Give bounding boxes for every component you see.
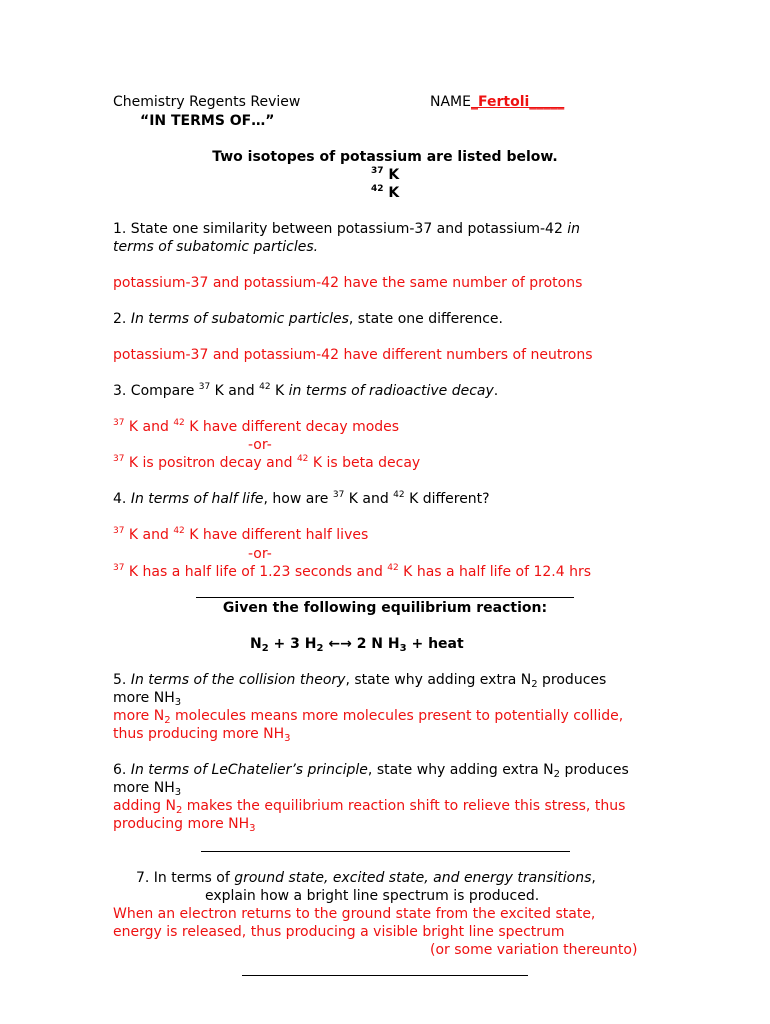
q6-answer-line2 bbox=[113, 815, 256, 833]
q2-italic: In terms of subatomic particles bbox=[130, 311, 349, 327]
q3-or: -or- bbox=[248, 437, 272, 453]
q6-answer-text: makes the equilibrium reaction shift to relieve this stress, thus bbox=[182, 798, 626, 814]
double-arrow-icon: ←→ bbox=[323, 636, 357, 652]
mass-number: 37 bbox=[371, 166, 384, 176]
q6-text: produces bbox=[560, 762, 629, 778]
eq-text: + heat bbox=[406, 636, 464, 652]
q6-answer-text: adding N bbox=[113, 798, 176, 814]
isotopes-heading: Two isotopes of potassium are listed below. bbox=[212, 149, 558, 165]
eq-text: + 3 H bbox=[268, 636, 317, 652]
q5-text: produces bbox=[537, 672, 607, 688]
mass-number: 37 bbox=[198, 382, 211, 392]
q3-prompt bbox=[113, 382, 498, 400]
q2-rest: , state one difference. bbox=[348, 311, 503, 327]
isotope-k42 bbox=[371, 184, 399, 202]
name-value: _Fertoli_____ bbox=[470, 94, 565, 110]
q6-prompt-line2 bbox=[113, 779, 181, 797]
q3-answer-2 bbox=[113, 454, 420, 472]
subscript: 3 bbox=[284, 733, 291, 744]
q4-answer-text: K have different half lives bbox=[184, 527, 369, 543]
q3-answer-text: K and bbox=[124, 419, 174, 435]
q5-num: 5. bbox=[113, 672, 131, 688]
q2-answer: potassium-37 and potassium-42 have different numbers of neutrons bbox=[113, 347, 593, 363]
subscript: 2 bbox=[553, 769, 561, 780]
isotope-k37 bbox=[371, 166, 399, 184]
q7-answer-line2: energy is released, thus producing a visible bright line spectrum bbox=[113, 924, 565, 940]
subtitle: “IN TERMS OF…” bbox=[140, 113, 275, 129]
mass-number: 37 bbox=[113, 418, 125, 428]
equilibrium-heading: Given the following equilibrium reaction: bbox=[222, 600, 548, 616]
element-symbol: K bbox=[388, 167, 400, 183]
eq-text: 2 N H bbox=[356, 636, 400, 652]
mass-number: 42 bbox=[371, 184, 384, 194]
q7-answer-line3: (or some variation thereunto) bbox=[430, 942, 638, 958]
q5-italic: In terms of the collision theory bbox=[130, 672, 346, 688]
q5-answer-text: thus producing more NH bbox=[113, 726, 285, 742]
q1-prompt-line2: terms of subatomic particles. bbox=[113, 239, 319, 255]
mass-number: 37 bbox=[113, 563, 125, 573]
equilibrium-equation bbox=[250, 635, 464, 653]
q6-num: 6. bbox=[113, 762, 131, 778]
q3-answer-text: K have different decay modes bbox=[184, 419, 400, 435]
q3-italic: in terms of radioactive decay bbox=[288, 383, 494, 399]
eq-text: N bbox=[250, 636, 262, 652]
q1-answer: potassium-37 and potassium-42 have the same number of protons bbox=[113, 275, 583, 291]
q3-text: 3. Compare bbox=[113, 383, 199, 399]
q6-text: , state why adding extra N bbox=[367, 762, 554, 778]
course-title: Chemistry Regents Review bbox=[113, 94, 301, 110]
mass-number: 37 bbox=[113, 454, 125, 464]
q4-answer-text: K and bbox=[124, 527, 174, 543]
q3-answer-1 bbox=[113, 418, 399, 436]
q4-text: K and bbox=[344, 491, 394, 507]
subscript: 3 bbox=[174, 697, 182, 708]
q1-italic: in bbox=[567, 221, 581, 237]
q4-answer-2 bbox=[113, 563, 591, 581]
mass-number: 42 bbox=[173, 418, 185, 428]
q2-num: 2. bbox=[113, 311, 131, 327]
q7-italic: ground state, excited state, and energy transitions bbox=[234, 870, 592, 886]
mass-number: 42 bbox=[393, 490, 405, 500]
q4-prompt bbox=[113, 490, 490, 508]
q6-text: more NH bbox=[113, 780, 175, 796]
q5-answer-line1 bbox=[113, 707, 623, 725]
mass-number: 42 bbox=[259, 382, 271, 392]
q3-text: K bbox=[270, 383, 289, 399]
q7-prompt-line2: explain how a bright line spectrum is produced. bbox=[205, 888, 540, 904]
q3-answer-text: K is beta decay bbox=[308, 455, 421, 471]
q4-italic: In terms of half life bbox=[130, 491, 264, 507]
q5-text: , state why adding extra N bbox=[345, 672, 532, 688]
q5-prompt-line2 bbox=[113, 689, 181, 707]
mass-number: 42 bbox=[387, 563, 399, 573]
q3-text: K and bbox=[210, 383, 260, 399]
q6-answer-text: producing more NH bbox=[113, 816, 250, 832]
q7-text: , bbox=[591, 870, 596, 886]
q7-answer-line1: When an electron returns to the ground state from the excited state, bbox=[113, 906, 596, 922]
subscript: 2 bbox=[164, 715, 171, 726]
q7-prompt-line1 bbox=[136, 869, 596, 887]
q6-answer-line1 bbox=[113, 797, 625, 815]
q4-text: , how are bbox=[263, 491, 333, 507]
mass-number: 37 bbox=[113, 526, 125, 536]
q4-or: -or- bbox=[248, 546, 272, 562]
divider bbox=[242, 975, 528, 976]
mass-number: 42 bbox=[296, 454, 309, 464]
subscript: 2 bbox=[531, 679, 538, 690]
q1-text: 1. State one similarity between potassium-37 and potassium-42 bbox=[113, 221, 568, 237]
q5-answer-line2 bbox=[113, 725, 291, 743]
subscript: 2 bbox=[175, 805, 183, 816]
q3-answer-text: K is positron decay and bbox=[124, 455, 297, 471]
q5-answer-text: molecules means more molecules present to potentially collide, bbox=[170, 708, 624, 724]
q7-text: 7. In terms of bbox=[136, 870, 235, 886]
q4-text: K different? bbox=[404, 491, 490, 507]
name-field bbox=[430, 93, 564, 111]
q5-prompt-line1 bbox=[113, 671, 606, 689]
subscript: 3 bbox=[174, 787, 182, 798]
q6-prompt-line1 bbox=[113, 761, 629, 779]
q5-text: more NH bbox=[113, 690, 175, 706]
divider bbox=[201, 851, 570, 852]
subscript: 2 bbox=[316, 643, 324, 654]
q4-answer-text: K has a half life of 12.4 hrs bbox=[398, 564, 592, 580]
divider bbox=[196, 597, 574, 598]
q2-prompt bbox=[113, 310, 503, 328]
q3-text: . bbox=[493, 383, 499, 399]
subscript: 2 bbox=[261, 643, 269, 654]
q4-answer-1 bbox=[113, 526, 368, 544]
subscript: 3 bbox=[249, 823, 256, 834]
q1-prompt-line1 bbox=[113, 220, 580, 238]
element-symbol: K bbox=[388, 185, 400, 201]
mass-number: 37 bbox=[332, 490, 345, 500]
subscript: 3 bbox=[399, 643, 407, 654]
q4-answer-text: K has a half life of 1.23 seconds and bbox=[124, 564, 388, 580]
q5-answer-text: more N bbox=[113, 708, 165, 724]
q6-italic: In terms of LeChatelier’s principle bbox=[130, 762, 368, 778]
q4-num: 4. bbox=[113, 491, 131, 507]
mass-number: 42 bbox=[173, 526, 185, 536]
name-label: NAME bbox=[430, 94, 471, 110]
